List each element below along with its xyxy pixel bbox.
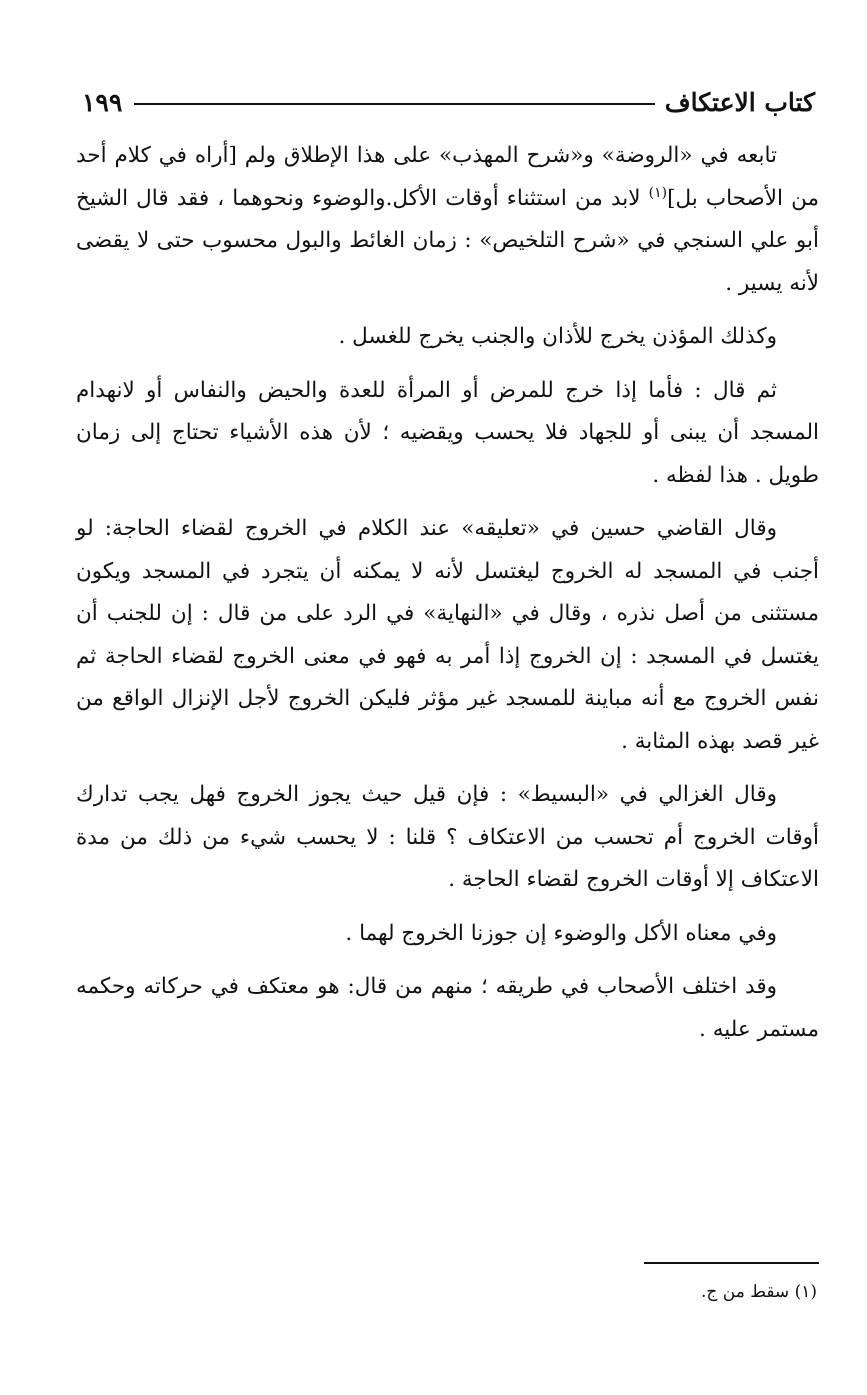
running-title: كتاب الاعتكاف (664, 87, 815, 117)
footnote-rule (644, 1262, 819, 1264)
paragraph-text: تابعه في «الروضة» و«شرح المهذب» على هذا الإطلاق ولم [أراه في كلام أحد من الأصحاب بل] (76, 143, 819, 211)
paragraph: وكذلك المؤذن يخرج للأذان والجنب يخرج للغسل . (338, 324, 777, 349)
footnote: (١) سقط من ج. (700, 1282, 817, 1302)
paragraph: وقال الغزالي في «البسيط» : فإن قيل حيث يجوز الخروج فهل يجب تدارك أوقات الخروج أم تحسب من الاعتكاف ؟ قلنا : لا يحسب شيء من ذلك من مدة الاعتكاف إلا أوقات الخروج لقضاء الحاجة . (76, 782, 819, 892)
paragraph: وقال القاضي حسين في «تعليقه» عند الكلام في الخروج لقضاء الحاجة: لو أجنب في المسجد له الخروج ليغتسل لأنه لا يمكنه أن يتجرد في المسجد ويكون مستثنى من أصل نذره ، وقال في «النهاية» في الرد على من قال : إن للجنب أن يغتسل في المسجد : إن الخروج إذا أمر به فهو في معنى الخروج لقضاء الحاجة ثم نفس الخروج مع أنه مباينة للمسجد غير مؤثر فليكن الخروج لأجل الإنزال الواقع من غير قصد بهذه المثابة . (76, 516, 819, 754)
paragraph: ثم قال : فأما إذا خرج للمرض أو المرأة للعدة والحيض والنفاس أو لانهدام المسجد أن يبنى أو للجهاد فلا يحسب ويقضيه ؛ لأن هذه الأشياء تحتاج إلى زمان طويل . هذا لفظه . (76, 377, 819, 488)
header-rule (134, 103, 654, 105)
paragraph (76, 135, 819, 305)
paragraph: وقد اختلف الأصحاب في طريقه ؛ منهم من قال: هو معتكف في حركاته وحكمه مستمر عليه . (76, 974, 819, 1042)
body-text (76, 135, 819, 1062)
paragraph-text: لابد من استثناء أوقات الأكل.والوضوء ونحوهما ، فقد قال الشيخ أبو علي السنجي في «شرح التلخيص» : زمان الغائط والبول محسوب حتى لا يقضى لأنه يسير . (76, 185, 819, 296)
running-head (82, 82, 815, 122)
footnote-marker: (١) (648, 184, 668, 201)
paragraph: وفي معناه الأكل والوضوء إن جوزنا الخروج لهما . (345, 920, 777, 946)
page-number: ١٩٩ (82, 87, 123, 117)
